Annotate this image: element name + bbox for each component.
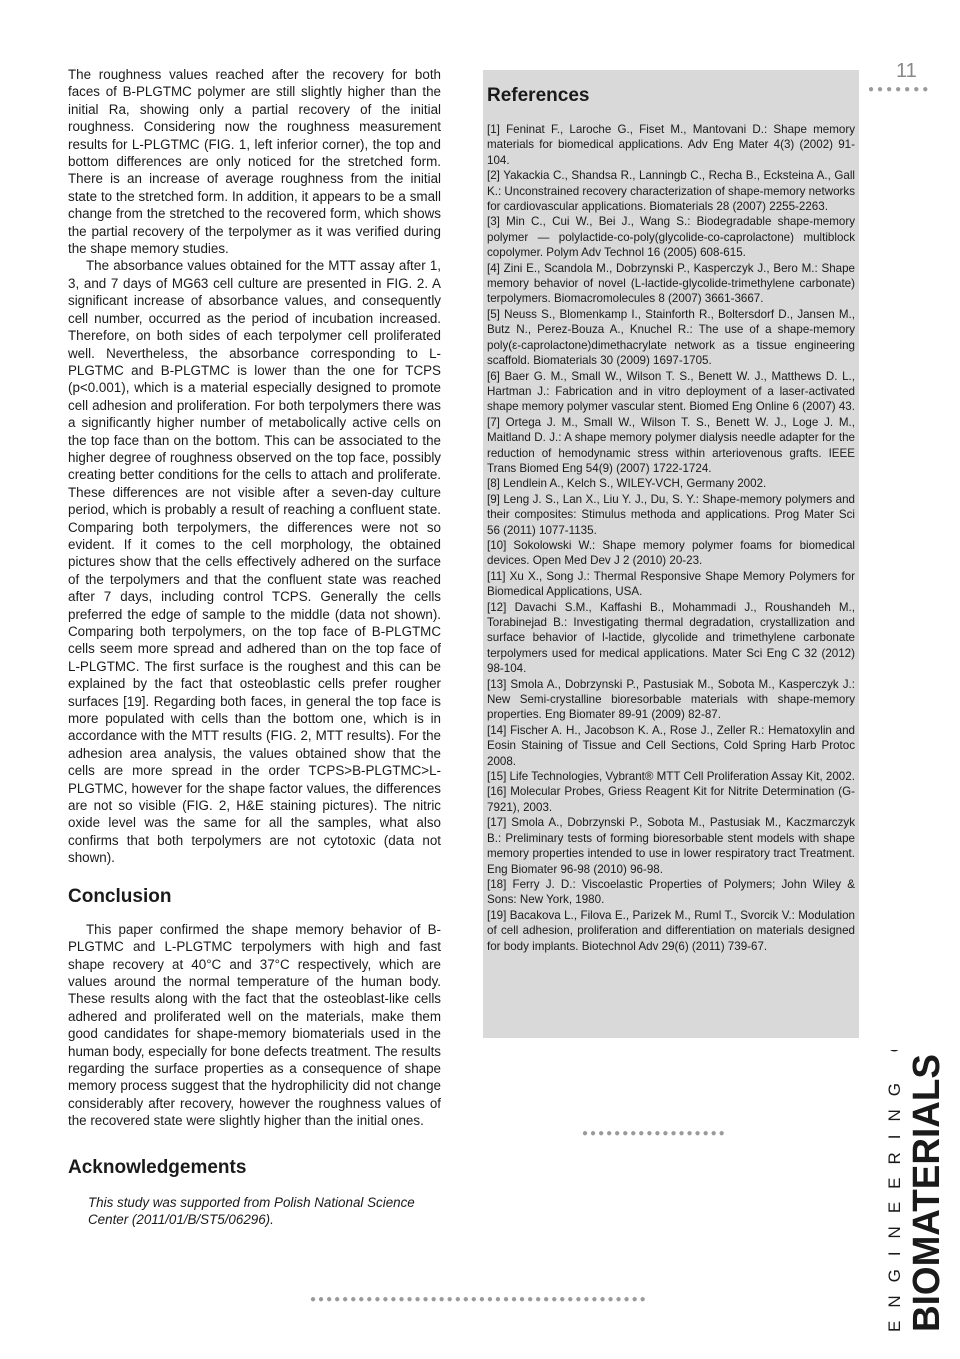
conclusion-text: This paper confirmed the shape memory behavior of B-PLGTMC and L-PLGTMC terpolymers with high and fast shape recovery at 40°C and 37°C respectively, which are values around the normal temperature of the human body. These results along with the fact that the osteoblast-like cells adhered and proliferated well on the materials, make them good candidates for shape-memory biomaterials used in the human body, especially for bone defects treatment. The results regarding the surface properties as a consequence of shape memory process suggest that the hydrophilicity did not change considerably after recovery, however the roughness values of the recovered state were slightly higher than the initial ones. bbox=[68, 921, 441, 1129]
references-box bbox=[483, 70, 859, 1038]
reference-item: [17] Smola A., Dobrzynski P., Sobota M., Pastusiak M., Kaczmarczyk B.: Preliminary tests of forming bioresorbable stent models with shape memory properties intended to use in lower respiratory tract Treatment. Eng Biomater 96-98 (2010) 96-98. bbox=[487, 816, 855, 876]
journal-logo-line2: BIOMATERIALS bbox=[906, 1050, 948, 1332]
reference-item: [2] Yakackia C., Shandsa R., Lanningb C., Recha B., Ecksteina A., Gall K.: Unconstrained recovery characterization of shape-memory networks for cardiovascular applications. Biomaterials 28 (2007) 2255-2263. bbox=[487, 169, 855, 214]
reference-item: [14] Fischer A. H., Jacobson K. A., Rose J., Zeller R.: Hematoxylin and Eosin Staining of Tissue and Cell Sections, Cold Spring Harb Protoc 2008. bbox=[487, 723, 855, 768]
reference-item: [12] Davachi S.M., Kaffashi B., Mohammadi J., Roushandeh M., Torabinejad B.: Investigating thermal degradation, crystallization and surface behavior of l-lactide, glycolide and trimethylene carbonate terpolymers used for medical applications. Mater Sci Eng C 32 (2012) 98-104. bbox=[487, 600, 855, 676]
left-column bbox=[68, 66, 441, 1228]
page-number: 11 bbox=[896, 60, 917, 82]
reference-item: [15] Life Technologies, Vybrant® MTT Cell Proliferation Assay Kit, 2002. bbox=[487, 770, 855, 784]
decorative-dots-bottom: ●●●●●●●●●●●●●●●●●●●●●●●●●●●●●●●●●●●●●●●●●● bbox=[310, 1294, 648, 1305]
reference-list bbox=[487, 122, 855, 954]
acknowledgements-heading: Acknowledgements bbox=[68, 1156, 247, 1178]
reference-item: [7] Ortega J. M., Small W., Wilson T. S., Benett W. J., Loge J. M., Maitland D. J.: A shape memory polymer dialysis needle adapter for the reduction of hemodynamic stress within arteriovenous grafts. IEEE Trans Biomed Eng 54(9) (2007) 1722-1724. bbox=[487, 415, 855, 475]
reference-item: [10] Sokolowski W.: Shape memory polymer foams for biomedical devices. Open Med Dev J 2 (2010) 20-23. bbox=[487, 538, 855, 568]
acknowledgements-text: This study was supported from Polish National Science Center (2011/01/B/ST5/06296). bbox=[88, 1194, 415, 1227]
body-paragraph-2: The absorbance values obtained for the MTT assay after 1, 3, and 7 days of MG63 cell culture are presented in FIG. 2. A significant increase of absorbance values, and consequently cell number, occurred as the period of incubation increased. Therefore, on both sides of each terpolymer cell proliferated well. Nevertheless, the absorbance corresponding to L-PLGTMC and B-PLGTMC is lower than the one for TCPS (p<0.001), which is a material especially designed to promote cell adhesion and proliferation. For both terpolymers there was a significantly higher number of metabolically active cells on the top face than on the bottom. This can be associated to the higher degree of roughness observed on the top face, possibly creating better conditions for the cells to attach and proliferate. These differences are not visible after a seven-day culture period, which is probably a result of reaching a confluent state. Comparing both terpolymers, the differences were not so evident. If it comes to the cell morphology, the obtained pictures show that the cells effectively adhered on the surface of the terpolymers and that the confluent state was reached after 7 days, including control TCPS. Generally the cells preferred the edge of sample to the middle (data not shown). Comparing both terpolymers, on the top face of B-PLGTMC cells seem more spread and adhered than on the top face of L-PLGTMC. The first surface is the roughest and this can be explained by the fact that osteoblastic cells prefer rougher surfaces [19]. Regarding both faces, in general the top face is more populated with cells than the bottom one, which is in accordance with the MTT results (FIG. 2, MTT results). For the adhesion area analysis, the values obtained show that the cells are more spread in the order TCPS>B-PLGTMC>L-PLGTMC, however for the shape factor values, the differences are not so visible (FIG. 2, H&E staining pictures). The nitric oxide level was the same for all the samples, what also confirms that both terpolymers are not cytotoxic (data not shown). bbox=[68, 258, 441, 866]
decorative-dots-middle: ●●●●●●●●●●●●●●●●●● bbox=[582, 1128, 727, 1139]
reference-item: [5] Neuss S., Blomenkamp I., Stainforth R., Boltersdorf D., Jansen M., Butz N., Perez-Bouza A., Knuchel R.: The use of a shape-memory poly(ε-caprolactone)dimethacrylate network as a tissue engineering scaffold. Biomaterials 30 (2009) 1697-1705. bbox=[487, 307, 855, 368]
reference-item: [6] Baer G. M., Small W., Wilson T. S., Benett W. J., Matthews D. L., Hartman J.: Fabrication and in vitro deployment of a laser-activated shape memory polymer vascular stent. Biomed Eng Online 6 (2007) 43. bbox=[487, 369, 855, 414]
reference-item: [9] Leng J. S., Lan X., Liu Y. J., Du, S. Y.: Shape-memory polymers and their composites: Stimulus methoda and applications. Prog Mater Sci 56 (2011) 1077-1135. bbox=[487, 492, 855, 537]
reference-item: [19] Bacakova L., Filova E., Parizek M., Ruml T., Svorcik V.: Modulation of cell adhesion, proliferation and differentiation on materials designed for body implants. Biotechnol Adv 29(6) (2011) 739-67. bbox=[487, 908, 855, 953]
reference-item: [4] Zini E., Scandola M., Dobrzynski P., Kasperczyk J., Bero M.: Shape memory behavior of novel (L-lactide-glycolide-trimethylene carbonate) terpolymers. Biomacromolecules 8 (2007) 3661-3667. bbox=[487, 261, 855, 306]
reference-item: [11] Xu X., Song J.: Thermal Responsive Shape Memory Polymers for Biomedical Applications, USA. bbox=[487, 569, 855, 599]
journal-logo-svg bbox=[876, 1050, 956, 1334]
reference-item: [8] Lendlein A., Kelch S., WILEY-VCH, Germany 2002. bbox=[487, 477, 767, 491]
reference-item: [1] Feninat F., Laroche G., Fiset M., Mantovani D.: Shape memory materials for biomedical applications. Adv Eng Mater 4(3) (2002) 91-104. bbox=[487, 123, 855, 167]
reference-item: [3] Min C., Cui W., Bei J., Wang S.: Biodegradable shape-memory polymer — polylactide-co-poly(glycolide-co-caprolactone) multiblock copolymer. Polym Adv Technol 16 (2005) 608-615. bbox=[487, 215, 855, 260]
journal-logo-line1: ENGINEERING OF bbox=[885, 1050, 904, 1332]
reference-item: [18] Ferry J. D.: Viscoelastic Properties of Polymers; John Wiley & Sons: New York, 1980. bbox=[487, 877, 855, 907]
journal-logo bbox=[876, 1050, 956, 1334]
body-paragraph-1: The roughness values reached after the recovery for both faces of B-PLGTMC polymer are still slightly higher than the initial Ra, showing only a partial recovery of the initial roughness. Considering now the roughness measurement results for L-PLGTMC (FIG. 1, left inferior corner), the top and bottom differences are only noticed for the stretched form. There is an increase of average roughness from the initial state to the stretched form. In addition, it appears to be a small change from the stretched to the recovered form, which shows the partial recovery of the terpolymer as it was verified during the shape memory studies. bbox=[68, 67, 441, 257]
reference-item: [16] Molecular Probes, Griess Reagent Kit for Nitrite Determination (G-7921), 2003. bbox=[487, 785, 855, 814]
reference-item: [13] Smola A., Dobrzynski P., Pastusiak M., Sobota M., Kasperczyk J.: New Semi-crystalline bioresorbable materials with shape-memory properties. Eng Biomater 89-91 (2009) 82-87. bbox=[487, 677, 855, 722]
decorative-dots-top: ●●●●●●● bbox=[868, 84, 932, 95]
conclusion-heading: Conclusion bbox=[68, 885, 172, 907]
references-heading: References bbox=[487, 85, 590, 106]
